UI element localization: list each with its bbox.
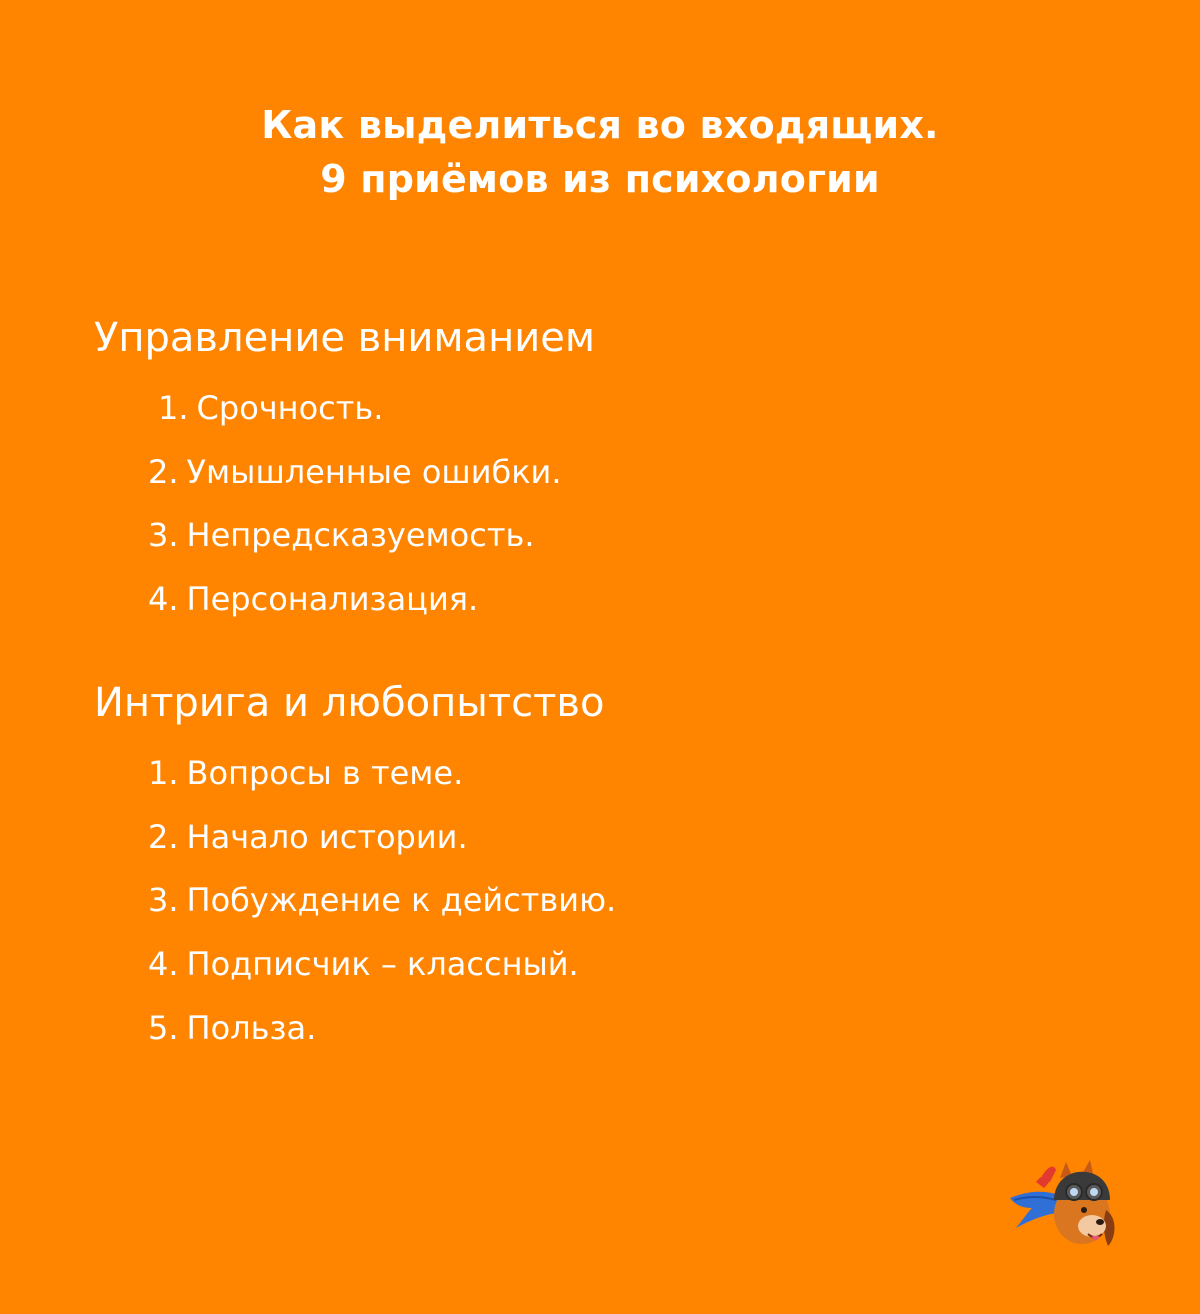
list-item-number: 1. (158, 389, 189, 427)
list-item-number: 3. (148, 881, 179, 920)
list-item-number: 2. (148, 452, 179, 491)
section-heading-intrigue: Интрига и любопытство (94, 680, 605, 726)
list-item-text: Подписчик – классный. (186, 945, 579, 984)
list-item (148, 944, 616, 984)
title-line-2: 9 приёмов из психологии (320, 157, 880, 201)
list-item-number: 3. (148, 516, 179, 555)
list-item-text: Вопросы в теме. (186, 754, 464, 792)
dog-aviator-mascot-icon (1002, 1156, 1122, 1256)
list-item-text: Срочность. (196, 389, 384, 427)
list-item-number: 1. (148, 754, 179, 792)
list-item (148, 515, 562, 555)
list-item-number: 4. (148, 945, 179, 984)
list-item-number: 5. (148, 1008, 179, 1047)
list-item (148, 452, 562, 492)
attention-list (148, 388, 562, 643)
list-item (148, 388, 562, 428)
list-item (148, 579, 562, 619)
list-item-text: Польза. (186, 1008, 317, 1047)
intrigue-list (148, 753, 616, 1071)
list-item-text: Умышленные ошибки. (186, 452, 562, 491)
list-item-number: 4. (148, 580, 179, 619)
list-item-number: 2. (148, 817, 179, 856)
section-heading-attention: Управление вниманием (94, 315, 595, 361)
list-item (148, 880, 616, 920)
list-item-text: Начало истории. (186, 817, 468, 856)
list-item-text: Побуждение к действию. (186, 881, 617, 920)
list-item-text: Непредсказуемость. (186, 516, 535, 555)
list-item (148, 817, 616, 857)
page-title (0, 98, 1200, 206)
list-item (148, 753, 616, 793)
list-item-text: Персонализация. (186, 580, 479, 619)
list-item (148, 1008, 616, 1048)
title-line-1: Как выделиться во входящих. (261, 103, 939, 147)
